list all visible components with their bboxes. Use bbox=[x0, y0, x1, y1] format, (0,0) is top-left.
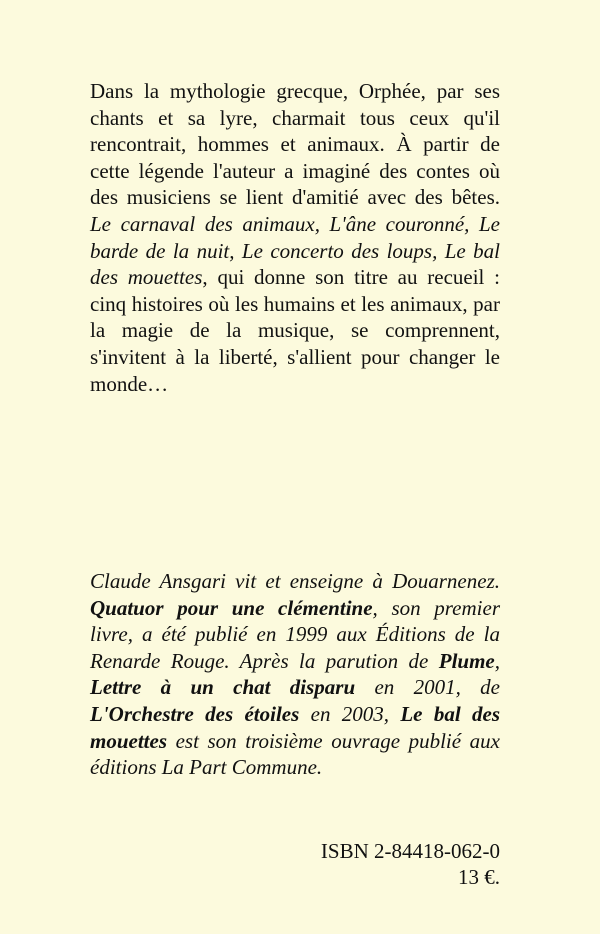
bio-text-4: en 2001, de bbox=[355, 675, 500, 700]
bio-text-3: , bbox=[494, 648, 500, 673]
author-bio bbox=[90, 568, 500, 781]
story-titles: Le carnaval des animaux, L'âne couronné, Le barde de la nuit, Le concerto des loups, Le bal des mouettes bbox=[90, 211, 500, 290]
book-title-2: Plume bbox=[438, 648, 495, 673]
bio-text-1: Claude Ansgari vit et enseigne à Douarnenez. bbox=[90, 569, 500, 593]
book-title-3: Lettre à un chat disparu bbox=[90, 675, 356, 700]
book-title-4: L'Orchestre des étoiles bbox=[90, 701, 300, 726]
price: 13 €. bbox=[458, 865, 500, 889]
summary-text-2: , qui donne son titre au recueil : cinq histoires où les humains et les animaux, par la magie de la musique, se comprennent, s'invitent à la liberté, s'allient pour changer le monde… bbox=[90, 265, 500, 396]
bio-text-6: est son troisième ouvrage publié aux éditions La Part Commune. bbox=[90, 728, 500, 780]
book-title-5: Le bal des mouettes bbox=[90, 701, 500, 753]
book-title-1: Quatuor pour une clémentine bbox=[90, 595, 373, 620]
summary-text-1: Dans la mythologie grecque, Orphée, par ses chants et sa lyre, charmait tous ceux qu'il rencontrait, hommes et animaux. À partir de cette légende l'auteur a imaginé des contes où des musiciens se lient d'amitié avec des bêtes. bbox=[90, 79, 500, 210]
isbn-number: ISBN 2-84418-062-0 bbox=[320, 839, 500, 863]
summary-paragraph bbox=[90, 78, 500, 397]
bio-text-2: , son premier livre, a été publié en 1999 aux Éditions de la Renarde Rouge. Après la parution de bbox=[90, 595, 500, 673]
bio-text-5: en 2003, bbox=[299, 701, 401, 726]
